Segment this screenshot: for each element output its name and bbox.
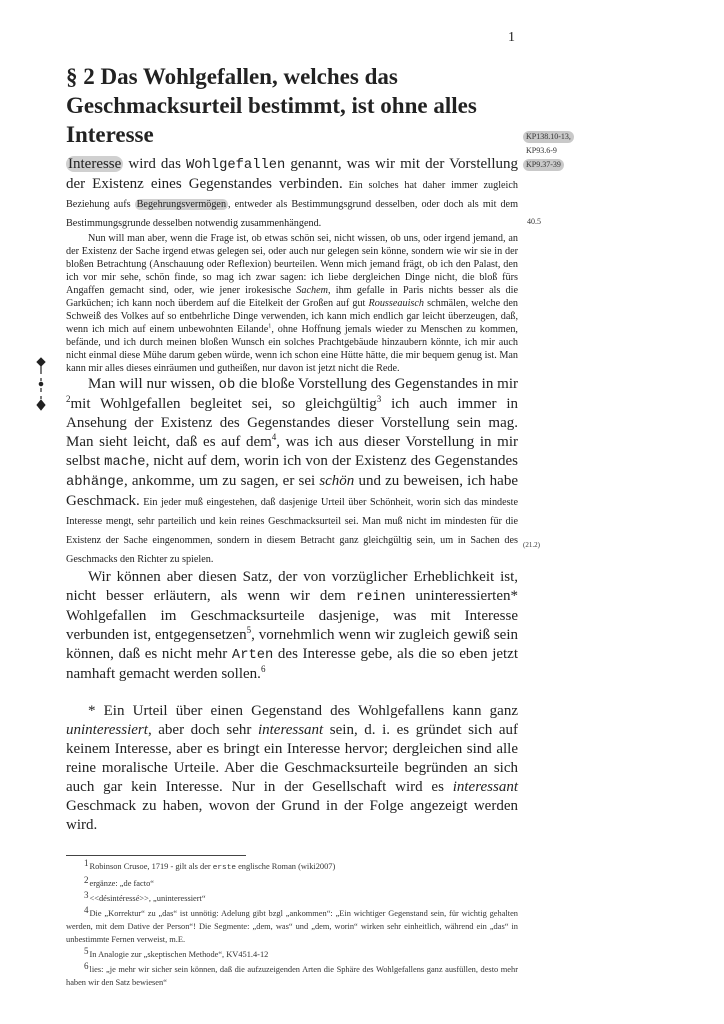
text: schmälen, welche den Schweiß des Volkes auf so entbehrliche Dinge verwenden, ich kann mich endlich gar leicht überzeugen, daß, wenn ich mich auf einem unbewohnten Eilande bbox=[66, 298, 518, 335]
text: mit Wohlgefallen begleitet sei, so gleichgültig bbox=[70, 396, 377, 412]
text: lies: „je mehr wir sicher sein können, daß die aufzuzeigenden Arten die Sphäre des Wohlgefallens ganz ausfüllen, desto mehr haben wir den Satz bewiesen“ bbox=[66, 965, 518, 987]
text: , ankomme, um zu sagen, er sei bbox=[123, 473, 320, 489]
text: <<désintéressé>>, „uninteressiert“ bbox=[89, 894, 206, 903]
footnote-ref[interactable]: 6 bbox=[260, 664, 266, 674]
margin-marker-icon bbox=[37, 358, 45, 410]
text: Die „Korrektur“ zu „das“ ist unnötig: Adelung gibt bzgl „ankommen“: „Ein wichtiger Gegenstand sein, für wichtig gehalten werden, mit dem Dative der Person“! Die Segmente: „dem, was“ und „dem, worin“ wirken sehr einheitlich, während ein „das“ in unbestimmte Fernen verweist, m.E. bbox=[66, 909, 518, 944]
text: Nun will man aber, wenn die Frage ist, ob etwas schön sei, nicht wissen, ob uns, oder irgend jemand, an der Existenz der Sache irgend etwas gelegen sei, oder auch nur gelegen sein könne, sondern wie wir sie in der bloßen Betrachtung (Anschauung oder Reflexion) beurteilen. Wenn mich jemand frägt, ob ich den Palast, den ich vor mir sehe, schön finde, so mag ich zwar sagen: ich liebe dergleichen Dinge nicht, die bloß fürs Angaffen gemacht sind, oder, wie jener irokesische bbox=[66, 233, 518, 296]
annotation-layer bbox=[0, 0, 60, 1024]
footnote-number: 6 bbox=[84, 961, 89, 971]
italic-word: Sachem bbox=[296, 285, 328, 296]
footnote-number: 3 bbox=[84, 890, 89, 900]
footnote-number: 4 bbox=[84, 905, 89, 915]
spacer bbox=[66, 684, 518, 702]
page-number: 1 bbox=[508, 30, 515, 45]
emphasis-word: ob bbox=[218, 378, 236, 393]
text: genannt, was wir mit der Vorstellung der Existenz eines Gegenstandes verbinden. bbox=[66, 156, 518, 192]
author-note bbox=[66, 702, 518, 835]
text: Ein solches hat daher immer zugleich Beziehung aufs bbox=[66, 180, 518, 210]
text: * Ein Urteil über einen Gegenstand des Wohlgefallens kann ganz bbox=[88, 703, 518, 719]
text: Robinson Crusoe, 1719 - gilt als der bbox=[89, 862, 213, 871]
footnote-4 bbox=[66, 907, 518, 946]
footnote-ref[interactable]: 3 bbox=[376, 394, 382, 404]
footnote-ref[interactable]: 2 bbox=[66, 394, 71, 404]
emphasis-word: Arten bbox=[231, 648, 274, 663]
footnote-number: 5 bbox=[84, 946, 89, 956]
text: englische Roman (wiki2007) bbox=[235, 862, 336, 871]
emphasis-word: mache bbox=[104, 455, 146, 470]
footnote-ref[interactable]: 1 bbox=[268, 323, 272, 330]
margin-section-ref: (21.2) bbox=[523, 541, 540, 549]
footnote-number: 2 bbox=[84, 875, 89, 885]
footnote-3 bbox=[66, 892, 518, 905]
margin-ref-kp138: KP138.10-13, bbox=[523, 131, 574, 143]
paragraph-2 bbox=[66, 232, 518, 375]
footnote-number: 1 bbox=[84, 858, 89, 868]
footnote-5 bbox=[66, 948, 518, 961]
italic-word: schön bbox=[319, 473, 355, 489]
footnotes bbox=[66, 860, 518, 989]
text: wird das bbox=[123, 156, 186, 172]
highlighted-word: Begehrungsvermögen bbox=[136, 199, 227, 210]
text: Geschmack zu haben, wovon der Grund in der Folge angezeigt werden wird. bbox=[66, 798, 518, 833]
footnote-rule bbox=[66, 855, 246, 856]
text: Man will nur wissen, bbox=[88, 376, 219, 392]
text: , ihm gefalle in Paris nichts besser als die Garküchen; ich kann noch überdem auf die Eitelkeit der Großen auf gut bbox=[66, 285, 518, 309]
text: sein, d. i. es gründet sich auf keinem Interesse, aber es bringt ein Interesse hervor; dergleichen sind alle reine moralische Urteile. Aber die Geschmacksurteile begründen an sich auch gar kein Interesse. Nur in der Gesellschaft wird es bbox=[66, 722, 518, 795]
footnote-6 bbox=[66, 963, 518, 989]
margin-ref-kp9: KP9.37-39 bbox=[523, 159, 564, 171]
text: , entweder als Bestimmungsgrund desselben, oder doch als mit dem Bestimmungsgrunde desselben notwendig zusammenhängend. bbox=[66, 199, 518, 229]
italic-word: interessant bbox=[257, 722, 324, 738]
footnote-1 bbox=[66, 860, 518, 875]
text: , ohne Hoffnung jemals wieder zu Menschen zu kommen, befände, und ich durch meinen bloßen Wunsch ein solches Prachtgebäude hinzaubern könnte, ich mir auch nicht einmal diese Mühe darum geben würde, wenn ich schon eine Hütte hätte, die mir bequem genug ist. Man kann mir alles dieses einräumen und gutheißen, nur davon ist jetzt nicht die Rede. bbox=[66, 324, 518, 374]
italic-word: uninteressiert bbox=[66, 722, 148, 738]
highlighted-word: Interesse bbox=[68, 156, 122, 172]
paragraph-3 bbox=[66, 375, 518, 568]
paragraph-4 bbox=[66, 568, 518, 684]
emphasis-word: Wohlgefallen bbox=[185, 158, 286, 173]
emphasis-word: reinen bbox=[355, 590, 406, 605]
italic-word: Rousseauisch bbox=[368, 298, 424, 309]
text: uninteressierten* Wohlgefallen im Geschmacksurteile dasjenige, was mit Interesse verbunden ist, entgegensetzen bbox=[66, 588, 519, 643]
margin-notes-top bbox=[523, 131, 613, 171]
text: Ein jeder muß eingestehen, daß dasjenige Urteil über Schönheit, worin sich das mindeste Interesse mengt, sehr parteilich und kein reines Geschmacksurteil sei. Man muß nicht im mindesten für die Existenz der Sache eingenommen, sondern in diesem Betracht ganz gleichgültig sein, um in Sachen des Geschmacks den Richter zu spielen. bbox=[66, 497, 518, 565]
text: , was ich aus dieser Vorstellung in mir selbst bbox=[66, 434, 518, 469]
text: Wir können aber diesen Satz, der von vorzüglicher Erheblichkeit ist, nicht besser erläutern, als wenn wir dem bbox=[66, 569, 518, 604]
text: die bloße Vorstellung des Gegenstandes in mir bbox=[235, 376, 518, 392]
emphasis-word: erste bbox=[212, 864, 236, 872]
text: , aber doch sehr bbox=[147, 722, 258, 738]
text: In Analogie zur „skeptischen Methode“, KV451.4-12 bbox=[89, 950, 269, 959]
footnote-2 bbox=[66, 877, 518, 890]
text: , nicht auf dem, worin ich von der Existenz des Gegenstandes bbox=[145, 453, 518, 469]
footnote-ref[interactable]: 5 bbox=[246, 625, 252, 635]
margin-ref-kp93: KP93.6-9 bbox=[526, 146, 557, 155]
paragraph-1 bbox=[66, 155, 518, 232]
main-text bbox=[66, 0, 518, 989]
text: ich auch immer in Ansehung der Existenz des Gegenstandes dieser Vorstellung sein mag. Man sieht leicht, daß es auf dem bbox=[66, 396, 518, 450]
italic-word: interessant bbox=[452, 779, 518, 795]
emphasis-word: abhänge bbox=[66, 475, 124, 490]
margin-notes-mid bbox=[523, 217, 613, 227]
section-heading: § 2 Das Wohlgefallen, welches das Geschmacksurteil bestimmt, ist ohne alles Interesse bbox=[66, 64, 477, 147]
text: ergänze: „de facto“ bbox=[89, 879, 154, 888]
text: , vornehmlich wenn wir zugleich gewiß sein können, daß es nicht mehr bbox=[66, 627, 518, 662]
text: des Interesse gebe, als die so eben jetzt namhaft gemacht werden sollen. bbox=[66, 646, 519, 682]
margin-notes-low bbox=[523, 540, 613, 550]
footnote-ref[interactable]: 4 bbox=[271, 432, 277, 442]
margin-page-ref: 40.5 bbox=[527, 217, 541, 226]
text: und zu beweisen, ich habe Geschmack. bbox=[66, 473, 518, 509]
